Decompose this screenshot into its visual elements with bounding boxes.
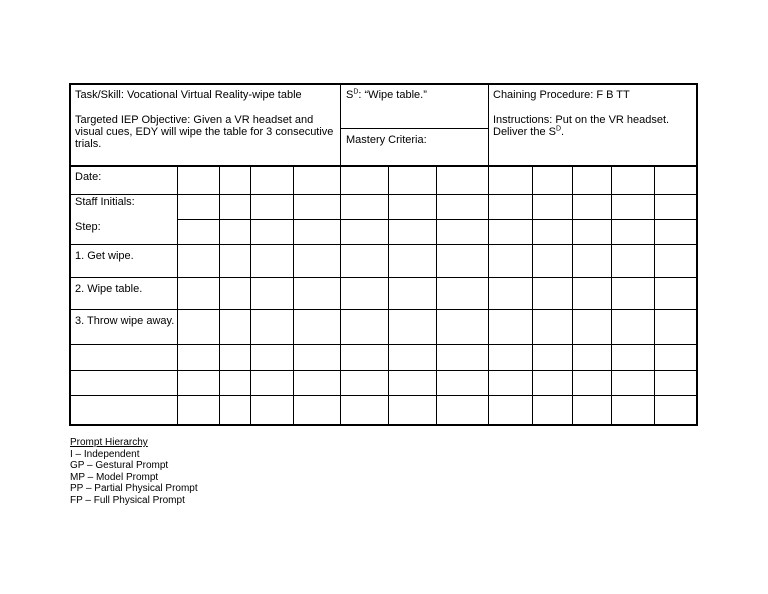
legend-item: PP – Partial Physical Prompt <box>70 483 198 494</box>
instructions-suffix: . <box>561 126 565 138</box>
instructions-line-2 <box>493 126 564 139</box>
objective-line-1: Targeted IEP Objective: Given a VR headset and <box>75 114 314 126</box>
instructions-line-1: Instructions: Put on the VR headset. <box>493 114 670 126</box>
legend-item: I – Independent <box>70 448 140 460</box>
objective-line-2: visual cues, EDY will wipe the table for 3 consecutive <box>75 126 334 138</box>
instructions-prefix: Deliver the S <box>493 126 556 138</box>
chaining-procedure-label: Chaining Procedure: F B TT <box>493 89 630 101</box>
step-3-label: 3. Throw wipe away. <box>75 315 175 327</box>
legend-item: MP – Model Prompt <box>70 471 159 483</box>
mastery-criteria-label: Mastery Criteria: <box>346 134 427 146</box>
step-1-label: 1. Get wipe. <box>75 250 134 262</box>
date-label: Date: <box>75 171 102 183</box>
step-2-label: 2. Wipe table. <box>75 283 143 295</box>
legend-title: Prompt Hierarchy <box>70 437 148 448</box>
staff-initials-label: Staff Initials: <box>75 196 135 208</box>
sd-text: : “Wipe table.” <box>358 89 427 101</box>
sd-prefix: S <box>346 89 354 101</box>
objective-line-3: trials. <box>75 138 102 150</box>
prompt-hierarchy-legend <box>70 437 198 506</box>
legend-item: FP – Full Physical Prompt <box>70 494 185 506</box>
task-skill-label: Task/Skill: Vocational Virtual Reality-wipe table <box>75 89 302 101</box>
step-label: Step: <box>75 221 101 233</box>
sd-label <box>346 89 427 102</box>
sd-superscript: D <box>353 88 359 96</box>
instructions-superscript: D <box>555 125 562 133</box>
legend-item: GP – Gestural Prompt <box>70 460 169 471</box>
